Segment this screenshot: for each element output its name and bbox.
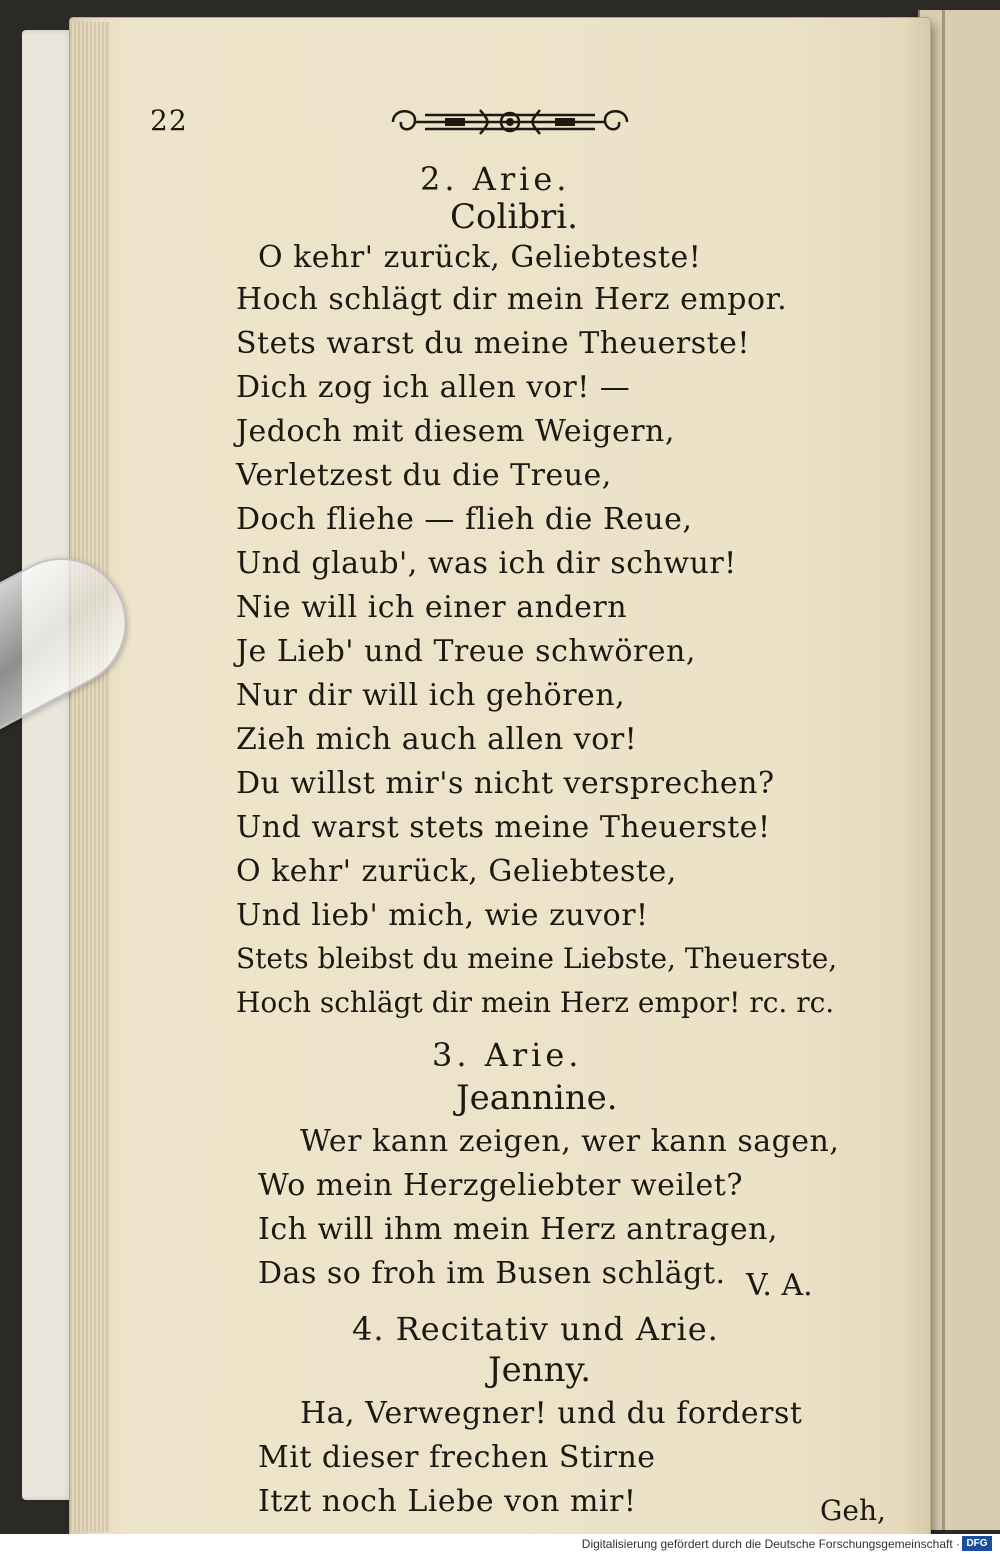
verse-line: Und warst stets meine Theuerste! (236, 810, 771, 845)
catchword: Geh, (820, 1494, 886, 1527)
header-ornament (385, 102, 635, 142)
dfg-logo: DFG (962, 1536, 992, 1551)
verse-line: Ich will ihm mein Herz antragen, (258, 1212, 778, 1247)
page-stack-edge (70, 22, 110, 1532)
verse-line: Mit dieser frechen Stirne (258, 1440, 656, 1475)
aria-2-heading: 2. Arie. (420, 160, 571, 198)
verse-line: Stets bleibst du meine Liebste, Theuerste, (236, 942, 838, 975)
page-number: 22 (150, 104, 188, 137)
verse-line: Verletzest du die Treue, (236, 458, 612, 493)
verse-line: Und glaub', was ich dir schwur! (236, 546, 737, 581)
section-4-heading: 4. Recitativ und Arie. (352, 1310, 719, 1348)
verse-line: O kehr' zurück, Geliebteste! (258, 240, 702, 275)
facing-page-edge (918, 10, 1000, 1530)
verse-line: Nie will ich einer andern (236, 590, 628, 625)
verse-line: Zieh mich auch allen vor! (236, 722, 638, 757)
aria-3-character: Jeannine. (456, 1078, 618, 1118)
verse-line: Wo mein Herzgeliebter weilet? (258, 1168, 743, 1203)
verse-line: Itzt noch Liebe von mir! (258, 1484, 637, 1519)
verse-line: Dich zog ich allen vor! — (236, 370, 631, 405)
verse-line: Hoch schlägt dir mein Herz empor! rc. rc. (236, 986, 835, 1019)
verse-line: Und lieb' mich, wie zuvor! (236, 898, 649, 933)
verse-line: Je Lieb' und Treue schwören, (236, 634, 696, 669)
aria-2-character: Colibri. (450, 197, 578, 237)
da-capo-mark: V. A. (746, 1268, 813, 1303)
aria-3-heading: 3. Arie. (432, 1036, 583, 1074)
verse-line: Das so froh im Busen schlägt. (258, 1256, 726, 1291)
footer-credit: Digitalisierung gefördert durch die Deutsche Forschungsgemeinschaft · (581, 1537, 960, 1551)
section-4-character: Jenny. (488, 1350, 592, 1390)
verse-line: Doch fliehe — flieh die Reue, (236, 502, 693, 537)
verse-line: Wer kann zeigen, wer kann sagen, (300, 1124, 840, 1159)
verse-line: Ha, Verwegner! und du forderst (300, 1396, 803, 1431)
verse-line: Jedoch mit diesem Weigern, (236, 414, 675, 449)
verse-line: Nur dir will ich gehören, (236, 678, 626, 713)
verse-line: Hoch schlägt dir mein Herz empor. (236, 282, 788, 317)
verse-line: Du willst mir's nicht versprechen? (236, 766, 775, 801)
verse-line: O kehr' zurück, Geliebteste, (236, 854, 677, 889)
verse-line: Stets warst du meine Theuerste! (236, 326, 750, 361)
